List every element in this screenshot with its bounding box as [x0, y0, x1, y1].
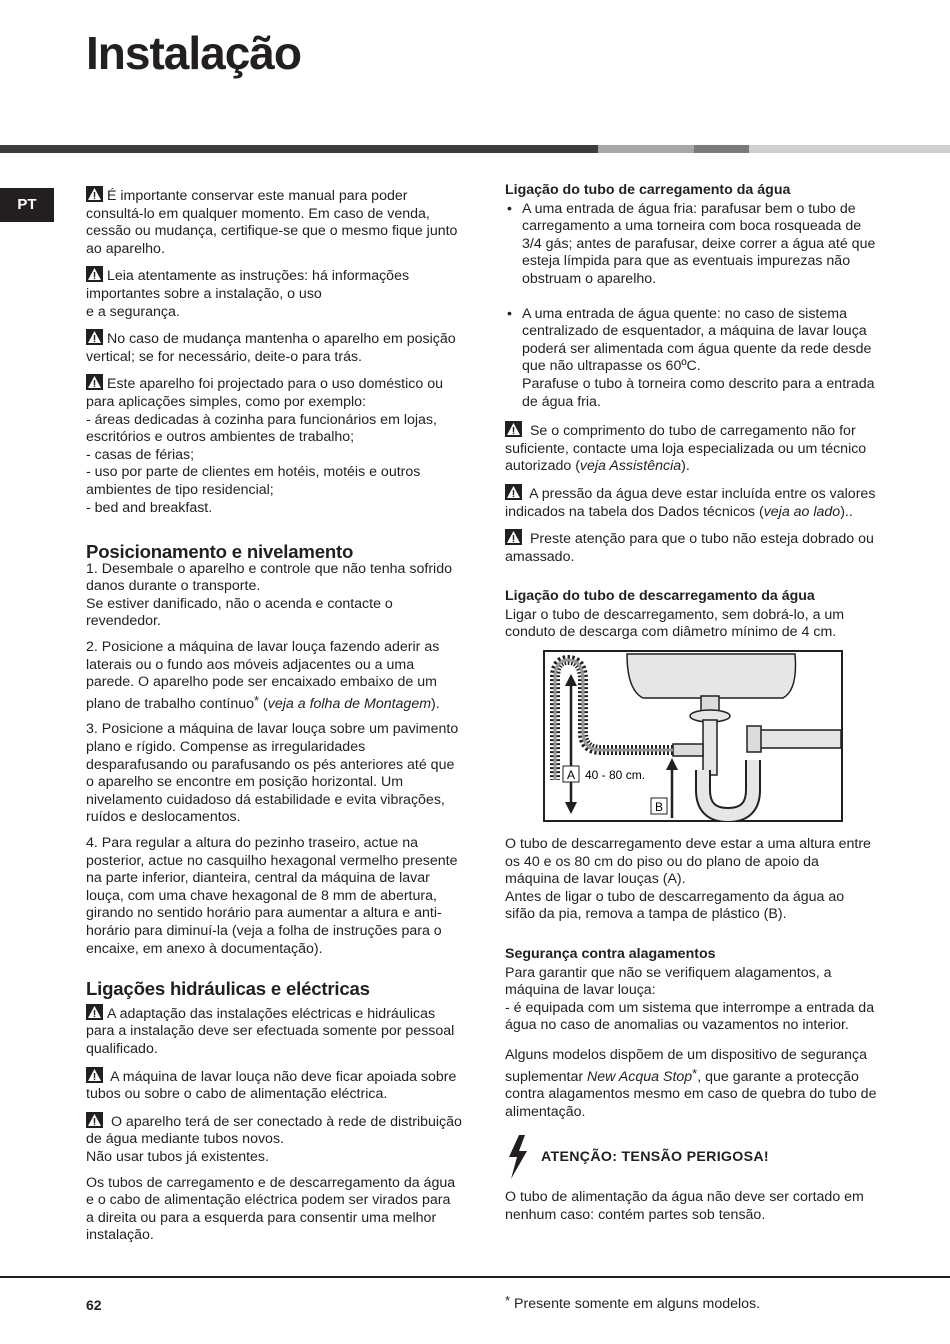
danger-paragraph: O tubo de alimentação da água não deve ser cortado em nenhum caso: contém partes sob tensão. [505, 1189, 864, 1223]
footnote: * Presente somente em alguns modelos. [505, 1293, 761, 1312]
danger-title: ATENÇÃO: TENSÃO PERIGOSA! [541, 1148, 769, 1165]
positioning-step-3: 3. Posicione a máquina de lavar louça sobre um pavimento plano e rígido. Compense as irregularidades desparafusando ou parafusando os pés anteriores até que o aparelho se encontre em posição horizontal. Um nivelamento cuidadoso dá estabilidade e evita vibrações, ruídos e deslocamentos. [86, 721, 459, 826]
header-bar-dark2 [694, 145, 749, 153]
page-title: Instalação [86, 27, 301, 79]
warning-icon [86, 1067, 103, 1083]
heading-positioning: Posicionamento e nivelamento [86, 541, 354, 563]
header-bar-dark [0, 145, 598, 153]
warning-icon [86, 186, 103, 202]
flood-paragraph-1: Para garantir que não se verifiquem alagamentos, a máquina de lavar louça: - é equipada com um sistema que interrompe a entrada da água no caso de anomalias ou vazamentos no interior. [505, 964, 875, 1034]
right-column [505, 182, 877, 1233]
warning-icon [86, 329, 103, 345]
intro-p1: É importante conservar este manual para poder consultá-lo em qualquer momento. Em caso de venda, cessão ou mudança, certifique-se que o mesmo fique junto ao aparelho. [86, 188, 458, 257]
inlet-bullet-cold: • A uma entrada de água fria: parafusar bem o tubo de carregamento a uma torneira com boca rosqueada de 3/4 gás; antes de parafusar, deixe correr a água até que esteja límpida para que as eventuais impurezas não obstruam o aparelho. [505, 201, 877, 289]
warning-icon [505, 529, 522, 545]
hydraulic-warning-2: A máquina de lavar louça não deve ficar apoiada sobre tubos ou sobre o cabo de alimentação eléctrica. [86, 1068, 457, 1103]
intro-p4: Este aparelho foi projectado para o uso doméstico ou para aplicações simples, como por exemplo: - áreas dedicadas à cozinha para funcionários em lojas, escritórios e outros ambientes de trabalho; - casas de férias; - uso por parte de clientes em hotéis, motéis e outros ambientes de tipo residencial; - bed and breakfast. [86, 376, 443, 516]
intro-p3: No caso de mudança mantenha o aparelho em posição vertical; se for necessário, deite-o para trás. [86, 331, 456, 365]
page-number: 62 [86, 1297, 102, 1313]
danger-notice [505, 1135, 877, 1179]
warning-icon [505, 484, 522, 500]
positioning-step-4: 4. Para regular a altura do pezinho traseiro, actue na posterior, actue no casquilho hexagonal vermelho presente na parte inferior, dianteira, central da máquina de lavar louça, com uma chave hexagonal de 8 mm de abertura, girando no sentido horário para aumentar a altura e anti-horário para diminuí-la (veja a folha de instruções para o encaixe, em anexo à documentação). [86, 835, 458, 957]
inlet-warning-3: Preste atenção para que o tubo não esteja dobrado ou amassado. [505, 531, 874, 565]
heading-inlet: Ligação do tubo de carregamento da água [505, 182, 791, 198]
diagram-range-label: 40 - 80 cm. [585, 768, 646, 783]
positioning-step-1: 1. Desembale o aparelho e controle que não tenha sofrido danos durante o transporte. Se estiver danificado, não o acenda e contacte o revendedor. [86, 560, 452, 630]
outlet-paragraph: Ligar o tubo de descarregamento, sem dobrá-lo, a um conduto de descarga com diâmetro mínimo de 4 cm. [505, 606, 845, 641]
outlet-after: O tubo de descarregamento deve estar a uma altura entre os 40 e os 80 cm do piso ou do plano de apoio da máquina de lavar louças (A). Antes de ligar o tubo de descarregamento da água ao sifão da pia, remova a tampa de plástico (B). [505, 836, 871, 923]
inlet-bullets [505, 201, 877, 412]
drain-hose-diagram [543, 650, 843, 822]
header-bar [0, 145, 950, 153]
warning-icon [86, 374, 103, 390]
heading-outlet: Ligação do tubo de descarregamento da água [505, 588, 815, 605]
inlet-warning-1: Se o comprimento do tubo de carregamento não for suficiente, contacte uma loja especializada ou um técnico autorizado (veja Assistência). [505, 423, 867, 475]
warning-icon [505, 421, 522, 437]
intro-p2: Leia atentamente as instruções: há informações importantes sobre a instalação, o uso e a segurança. [86, 268, 410, 320]
lightning-icon [505, 1135, 531, 1179]
heading-hydraulic: Ligações hidráulicas e eléctricas [86, 978, 370, 1000]
positioning-step-2: 2. Posicione a máquina de lavar louça fazendo aderir as laterais ou o fundo aos móveis adjacentes ou a uma parede. O aparelho pode ser encaixado embaixo de um plano de trabalho contínuo* (veja a folha de Montagem). [86, 639, 440, 712]
warning-icon [86, 266, 103, 282]
left-column [86, 186, 462, 1253]
heading-flood: Segurança contra alagamentos [505, 946, 716, 963]
inlet-warning-2: A pressão da água deve estar incluída entre os valores indicados na tabela dos Dados técnicos (veja ao lado).. [505, 485, 876, 520]
inlet-bullet-hot: • A uma entrada de água quente: no caso de sistema centralizado de esquentador, a máquina de lavar louça poderá ser alimentada com água quente da rede desde que não ultrapasse os 60ºC. Parafuse o tubo à torneira como descrito para a entrada de água fria. [505, 306, 877, 412]
warning-icon [86, 1004, 103, 1020]
header-bar-light [749, 145, 950, 153]
header-bar-mid [598, 145, 694, 153]
language-tab: PT [0, 188, 54, 222]
footer-rule [0, 1276, 950, 1278]
diagram-label-b: B [654, 800, 664, 815]
warning-icon [86, 1112, 103, 1128]
hydraulic-warning-3: O aparelho terá de ser conectado à rede de distribuição de água mediante tubos novos. Não usar tubos já existentes. [86, 1113, 462, 1165]
hydraulic-paragraph: Os tubos de carregamento e de descarregamento da água e o cabo de alimentação eléctrica podem ser virados para a direita ou para a esquerda para consentir uma melhor instalação. [86, 1174, 456, 1244]
diagram-label-a: A [566, 768, 576, 783]
flood-paragraph-2: Alguns modelos dispõem de um dispositivo de segurança suplementar New Acqua Stop*, que garante a protecção contra alagamentos mesmo em caso de quebra do tubo de alimentação. [505, 1047, 877, 1120]
hydraulic-warning-1: A adaptação das instalações eléctricas e hidráulicas para a instalação deve ser efectuada somente por pessoal qualificado. [86, 1005, 455, 1057]
